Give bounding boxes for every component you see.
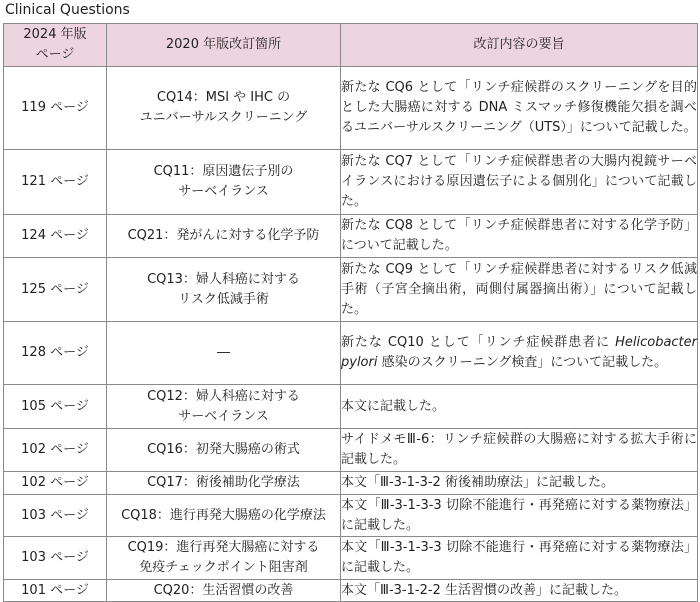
summary-cell: 本文「Ⅲ-3-1-2-2 生活習慣の改善」に記載した。 (341, 580, 698, 602)
revision-table (3, 23, 698, 602)
summary-italic-text: Helicobacter pylori (341, 335, 697, 370)
page-title: Clinical Questions (5, 2, 130, 18)
summary-cell: 新たな CQ8 として「リンチ症候群患者に対する化学予防」について記載した。 (341, 215, 698, 258)
summary-cell: 新たな CQ6 として「リンチ症候群のスクリーニングを目的とした大腸癌に対する DNA ミスマッチ修復機能欠損を調べるユニバーサルスクリーニング（UTS）」について記載した。 (341, 67, 698, 150)
section-cell: CQ14：MSI や IHC の ユニバーサルスクリーニング (107, 67, 341, 150)
table-row (4, 580, 698, 602)
table-row (4, 258, 698, 322)
section-cell: ― (107, 322, 341, 385)
section-cell: CQ16：初発大腸癌の術式 (107, 429, 341, 472)
page-cell: 121 ページ (4, 150, 107, 215)
summary-cell: 新たな CQ7 として「リンチ症候群患者の大腸内視鏡サーベイランスにおける原因遺伝子による個別化」について記載した。 (341, 150, 698, 215)
page-cell: 103 ページ (4, 495, 107, 537)
table-row (4, 150, 698, 215)
table-row (4, 215, 698, 258)
summary-cell: 本文「Ⅲ-3-1-3-3 切除不能進行・再発癌に対する薬物療法」に記載した。 (341, 537, 698, 580)
table-row (4, 322, 698, 385)
page-cell: 128 ページ (4, 322, 107, 385)
table-row (4, 385, 698, 429)
table-row (4, 67, 698, 150)
table-header-row (4, 24, 698, 67)
section-cell: CQ19：進行再発大腸癌に対する 免疫チェックポイント阻害剤 (107, 537, 341, 580)
section-cell: CQ11：原因遺伝子別の サーベイランス (107, 150, 341, 215)
page-cell: 103 ページ (4, 537, 107, 580)
page-cell: 102 ページ (4, 429, 107, 472)
header-summary: 改訂内容の要旨 (341, 24, 698, 67)
section-cell: CQ20：生活習慣の改善 (107, 580, 341, 602)
table-row (4, 472, 698, 495)
summary-text: 感染のスクリーニング検査」について記載した。 (377, 355, 668, 370)
header-2020-section: 2020 年版改訂箇所 (107, 24, 341, 67)
section-cell: CQ13：婦人科癌に対する リスク低減手術 (107, 258, 341, 322)
summary-cell (341, 322, 698, 385)
table-row (4, 429, 698, 472)
summary-cell: サイドメモⅢ-6：リンチ症候群の大腸癌に対する拡大手術に記載した。 (341, 429, 698, 472)
header-2024-page: 2024 年版 ページ (4, 24, 107, 67)
table-row (4, 537, 698, 580)
section-cell: CQ12：婦人科癌に対する サーベイランス (107, 385, 341, 429)
summary-cell: 本文「Ⅲ-3-1-3-2 術後補助療法」に記載した。 (341, 472, 698, 495)
summary-cell: 本文に記載した。 (341, 385, 698, 429)
summary-cell: 本文「Ⅲ-3-1-3-3 切除不能進行・再発癌に対する薬物療法」に記載した。 (341, 495, 698, 537)
page-cell: 124 ページ (4, 215, 107, 258)
section-cell: CQ18：進行再発大腸癌の化学療法 (107, 495, 341, 537)
page-cell: 125 ページ (4, 258, 107, 322)
page-cell: 105 ページ (4, 385, 107, 429)
section-cell: CQ17：術後補助化学療法 (107, 472, 341, 495)
table-row (4, 495, 698, 537)
summary-text: 新たな CQ10 として「リンチ症候群患者に (341, 335, 616, 350)
section-cell: CQ21：発がんに対する化学予防 (107, 215, 341, 258)
page-cell: 119 ページ (4, 67, 107, 150)
summary-cell: 新たな CQ9 として「リンチ症候群患者に対するリスク低減手術（子宮全摘出術，両側付属器摘出術）」について記載した。 (341, 258, 698, 322)
page-cell: 102 ページ (4, 472, 107, 495)
page-cell: 101 ページ (4, 580, 107, 602)
